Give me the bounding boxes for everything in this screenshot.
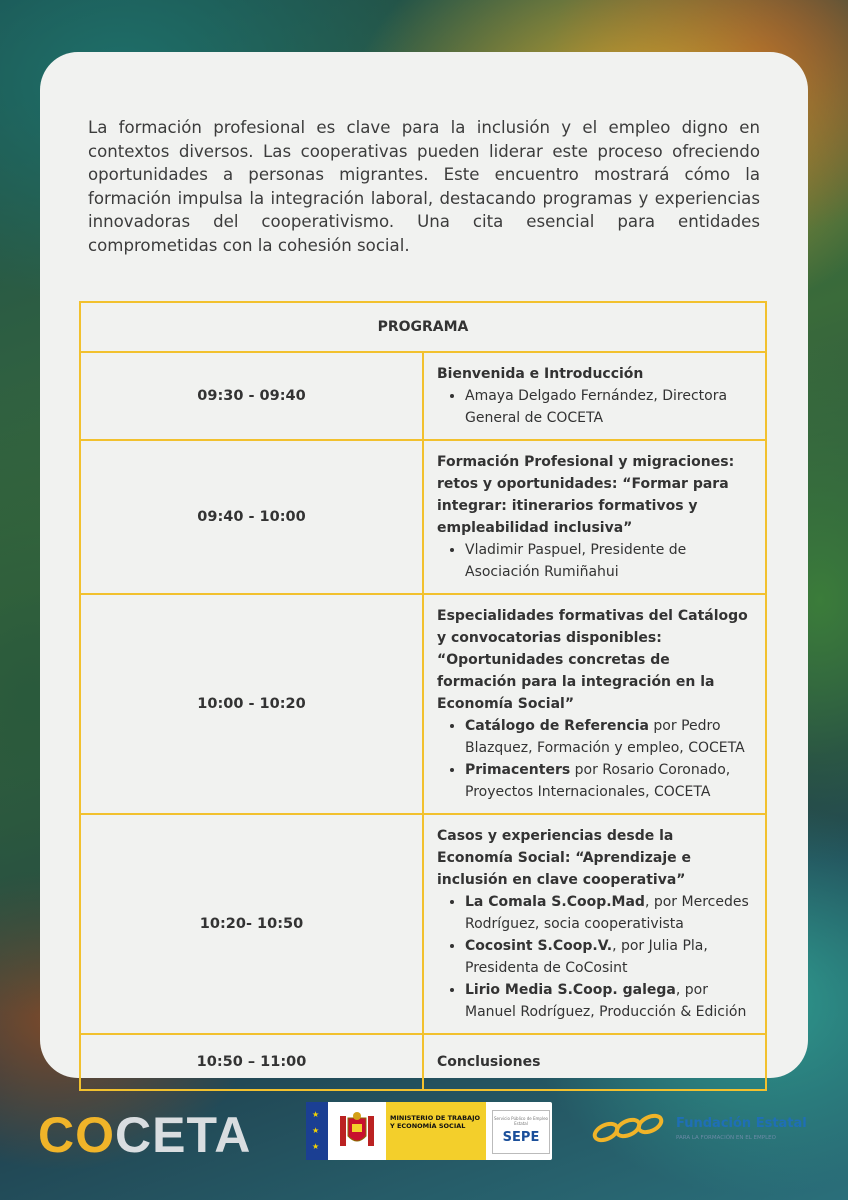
time-slot: 10:00 - 10:20 [80,594,423,814]
fundacion-name: Fundación Estatal [676,1116,807,1131]
table-row [80,1034,766,1090]
ministry-logo [306,1102,552,1160]
table-row [80,594,766,814]
footer-logos [0,1090,848,1170]
time-slot: 09:40 - 10:00 [80,440,423,594]
speaker-item: • Amaya Delgado Fernández, Directora General de COCETA [465,385,751,429]
session-title: Especialidades formativas del Catálogo y convocatorias disponibles: “Oportunidades concretas de formación para la integración en la Economía Social” [437,608,748,712]
session-content [423,594,766,814]
speaker-item: • Catálogo de Referencia por Pedro Blazquez, Formación y empleo, COCETA [465,715,751,759]
ministry-name: MINISTERIO DE TRABAJO Y ECONOMÍA SOCIAL [390,1114,481,1130]
speaker-item: • La Comala S.Coop.Mad, por Mercedes Rodríguez, socia cooperativista [465,891,751,935]
session-content [423,1034,766,1090]
session-title: Conclusiones [437,1054,541,1070]
coceta-logo: COCETA [38,1107,252,1163]
program-table [79,301,767,1091]
sepe-logo: Servicio Público de Empleo Estatal SEPE [492,1110,550,1154]
speaker-item: • Primacenters por Rosario Coronado, Proyectos Internacionales, COCETA [465,759,751,803]
speaker-item: • Vladimir Paspuel, Presidente de Asociación Rumiñahui [465,539,751,583]
time-slot: 10:50 – 11:00 [80,1034,423,1090]
eu-flag-icon: ★ ★ ★ [306,1102,328,1160]
session-title: Bienvenida e Introducción [437,366,644,382]
session-title: Formación Profesional y migraciones: retos y oportunidades: “Formar para integrar: itinerarios formativos y empleabilidad inclusiva” [437,454,735,536]
fundacion-subtitle: PARA LA FORMACIÓN EN EL EMPLEO [676,1135,776,1141]
table-row [80,440,766,594]
speaker-item: • Lirio Media S.Coop. galega, por Manuel Rodríguez, Producción & Edición [465,979,751,1023]
speaker-item: • Cocosint S.Coop.V., por Julia Pla, Presidenta de CoCosint [465,935,751,979]
time-slot: 09:30 - 09:40 [80,352,423,440]
program-header: PROGRAMA [80,302,766,352]
table-row [80,814,766,1034]
session-content [423,440,766,594]
intro-paragraph: La formación profesional es clave para la inclusión y el empleo digno en contextos diversos. Las cooperativas pueden liderar este proceso ofreciendo oportunidades a personas migrantes. Este encuentro mostrará cómo la formación impulsa la integración laboral, destacando programas y experiencias innovadoras del cooperativismo. Una cita esencial para entidades comprometidas con la cohesión social. [88,118,760,255]
table-row [80,352,766,440]
time-slot: 10:20- 10:50 [80,814,423,1034]
session-content [423,814,766,1034]
session-title: Casos y experiencias desde la Economía Social: “Aprendizaje e inclusión en clave cooperativa” [437,828,691,888]
fundacion-estatal-logo [584,1106,824,1156]
coat-of-arms-icon [336,1110,378,1152]
session-content [423,352,766,440]
fundacion-mark-icon [584,1112,668,1146]
